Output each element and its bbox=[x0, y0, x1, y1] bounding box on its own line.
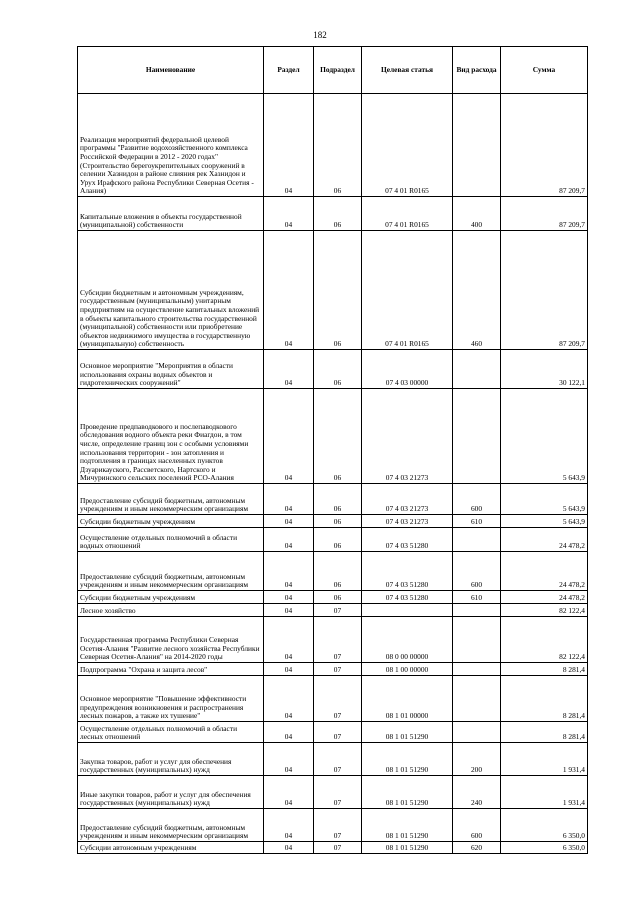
row-subsection-cell: 06 bbox=[314, 94, 362, 197]
row-expense-type-cell: 610 bbox=[453, 515, 501, 528]
row-target-cell: 07 4 03 21273 bbox=[362, 389, 453, 484]
row-target-cell: 08 1 01 51290 bbox=[362, 743, 453, 776]
row-expense-type-cell: 600 bbox=[453, 484, 501, 515]
row-expense-type-cell: 600 bbox=[453, 552, 501, 591]
row-expense-type-cell: 600 bbox=[453, 809, 501, 842]
row-section-cell: 04 bbox=[264, 484, 314, 515]
row-target-cell bbox=[362, 604, 453, 617]
row-name-cell: Государственная программа Республики Северная Осетия-Алания "Развитие лесного хозяйства Республики Северная Осетия-Алания" на 2014-2020 годы bbox=[78, 617, 264, 663]
header-name: Наименование bbox=[78, 47, 264, 94]
table-row bbox=[78, 552, 588, 591]
row-name-cell: Лесное хозяйство bbox=[78, 604, 264, 617]
row-amount-cell: 6 350,0 bbox=[501, 842, 588, 854]
row-subsection-cell: 06 bbox=[314, 484, 362, 515]
row-amount-cell: 8 281,4 bbox=[501, 663, 588, 676]
table-row bbox=[78, 743, 588, 776]
row-name-cell: Капитальные вложения в объекты государственной (муниципальной) собственности bbox=[78, 197, 264, 231]
row-subsection-cell: 06 bbox=[314, 591, 362, 604]
row-expense-type-cell bbox=[453, 676, 501, 722]
row-name-cell: Проведение предпаводкового и послепаводкового обследования водного объекта реки Фиагдон, в том числе, определение границ зон с особыми условиями использования территории - зон затопления и подтопления в границах населенных пунктов Дзуарикауского, Рассветского, Нартского и Мичуринского сельских поселений РСО-Алания bbox=[78, 389, 264, 484]
row-name-cell: Реализация мероприятий федеральной целевой программы "Развитие водохозяйственного комплекса Российской Федерации в 2012 - 2020 годах" (Строительство берегоукрепительных сооружений в селении Хазнидон в районе слияния рек Хазнидон и Урух Ирафского района Республики Северная Осетия - Алания) bbox=[78, 94, 264, 197]
table-row bbox=[78, 484, 588, 515]
row-target-cell: 08 1 01 51290 bbox=[362, 809, 453, 842]
row-expense-type-cell: 460 bbox=[453, 231, 501, 350]
row-amount-cell: 1 931,4 bbox=[501, 743, 588, 776]
row-subsection-cell: 06 bbox=[314, 552, 362, 591]
header-section: Раздел bbox=[264, 47, 314, 94]
table-row bbox=[78, 350, 588, 389]
row-name-cell: Закупка товаров, работ и услуг для обеспечения государственных (муниципальных) нужд bbox=[78, 743, 264, 776]
table-row bbox=[78, 809, 588, 842]
row-subsection-cell: 06 bbox=[314, 197, 362, 231]
row-name-cell: Субсидии автономным учреждениям bbox=[78, 842, 264, 854]
row-expense-type-cell bbox=[453, 663, 501, 676]
row-expense-type-cell bbox=[453, 350, 501, 389]
row-amount-cell: 24 478,2 bbox=[501, 528, 588, 552]
row-name-cell: Субсидии бюджетным учреждениям bbox=[78, 515, 264, 528]
row-section-cell: 04 bbox=[264, 389, 314, 484]
row-name-cell: Предоставление субсидий бюджетным, автономным учреждениям и иным некоммерческим организациям bbox=[78, 484, 264, 515]
row-name-cell: Субсидии бюджетным и автономным учреждениям, государственным (муниципальным) унитарным предприятиям на осуществление капитальных вложений в объекты капитального строительства государственной (муниципальной) собственности или приобретение объектов недвижимого имущества в государственную (муниципальную) собственность bbox=[78, 231, 264, 350]
row-section-cell: 04 bbox=[264, 350, 314, 389]
row-amount-cell: 8 281,4 bbox=[501, 722, 588, 743]
row-expense-type-cell bbox=[453, 389, 501, 484]
row-target-cell: 08 1 01 00000 bbox=[362, 676, 453, 722]
row-section-cell: 04 bbox=[264, 722, 314, 743]
table-row bbox=[78, 842, 588, 854]
row-section-cell: 04 bbox=[264, 617, 314, 663]
row-amount-cell: 87 209,7 bbox=[501, 197, 588, 231]
row-section-cell: 04 bbox=[264, 604, 314, 617]
row-subsection-cell: 07 bbox=[314, 617, 362, 663]
row-target-cell: 07 4 03 00000 bbox=[362, 350, 453, 389]
row-amount-cell: 6 350,0 bbox=[501, 809, 588, 842]
row-target-cell: 07 4 03 21273 bbox=[362, 515, 453, 528]
row-name-cell: Основное мероприятие "Повышение эффективности предупреждения возникновения и распространения лесных пожаров, а также их тушение" bbox=[78, 676, 264, 722]
row-subsection-cell: 06 bbox=[314, 528, 362, 552]
row-expense-type-cell: 200 bbox=[453, 743, 501, 776]
row-target-cell: 07 4 01 R0165 bbox=[362, 197, 453, 231]
table-row bbox=[78, 515, 588, 528]
table-row bbox=[78, 676, 588, 722]
row-name-cell: Осуществление отдельных полномочий в области лесных отношений bbox=[78, 722, 264, 743]
row-target-cell: 08 1 00 00000 bbox=[362, 663, 453, 676]
row-subsection-cell: 07 bbox=[314, 842, 362, 854]
page-number: 182 bbox=[313, 30, 327, 40]
row-section-cell: 04 bbox=[264, 842, 314, 854]
row-expense-type-cell bbox=[453, 94, 501, 197]
header-expense-type: Вид расхода bbox=[453, 47, 501, 94]
row-section-cell: 04 bbox=[264, 743, 314, 776]
row-name-cell: Субсидии бюджетным учреждениям bbox=[78, 591, 264, 604]
row-section-cell: 04 bbox=[264, 515, 314, 528]
row-name-cell: Осуществление отдельных полномочий в области водных отношений bbox=[78, 528, 264, 552]
row-expense-type-cell: 400 bbox=[453, 197, 501, 231]
row-target-cell: 07 4 03 51280 bbox=[362, 552, 453, 591]
table-row bbox=[78, 663, 588, 676]
row-subsection-cell: 07 bbox=[314, 743, 362, 776]
row-name-cell: Подпрограмма "Охрана и защита лесов" bbox=[78, 663, 264, 676]
row-expense-type-cell: 610 bbox=[453, 591, 501, 604]
table-row bbox=[78, 94, 588, 197]
row-expense-type-cell bbox=[453, 528, 501, 552]
row-expense-type-cell: 240 bbox=[453, 776, 501, 809]
budget-table bbox=[77, 46, 588, 854]
row-amount-cell: 24 478,2 bbox=[501, 552, 588, 591]
row-target-cell: 07 4 03 51280 bbox=[362, 591, 453, 604]
row-expense-type-cell bbox=[453, 722, 501, 743]
row-amount-cell: 82 122,4 bbox=[501, 617, 588, 663]
table-row bbox=[78, 591, 588, 604]
header-target: Целевая статья bbox=[362, 47, 453, 94]
table-row bbox=[78, 197, 588, 231]
table-row bbox=[78, 776, 588, 809]
row-section-cell: 04 bbox=[264, 197, 314, 231]
row-name-cell: Иные закупки товаров, работ и услуг для обеспечения государственных (муниципальных) нужд bbox=[78, 776, 264, 809]
row-section-cell: 04 bbox=[264, 94, 314, 197]
row-section-cell: 04 bbox=[264, 552, 314, 591]
row-target-cell: 07 4 03 51280 bbox=[362, 528, 453, 552]
row-section-cell: 04 bbox=[264, 809, 314, 842]
row-amount-cell: 30 122,1 bbox=[501, 350, 588, 389]
row-amount-cell: 87 209,7 bbox=[501, 231, 588, 350]
row-target-cell: 08 1 01 51290 bbox=[362, 842, 453, 854]
row-subsection-cell: 06 bbox=[314, 515, 362, 528]
row-amount-cell: 87 209,7 bbox=[501, 94, 588, 197]
header-amount: Сумма bbox=[501, 47, 588, 94]
row-subsection-cell: 07 bbox=[314, 604, 362, 617]
row-expense-type-cell bbox=[453, 604, 501, 617]
row-section-cell: 04 bbox=[264, 591, 314, 604]
row-subsection-cell: 07 bbox=[314, 776, 362, 809]
row-target-cell: 07 4 01 R0165 bbox=[362, 94, 453, 197]
row-section-cell: 04 bbox=[264, 676, 314, 722]
row-target-cell: 07 4 01 R0165 bbox=[362, 231, 453, 350]
table-row bbox=[78, 617, 588, 663]
row-target-cell: 07 4 03 21273 bbox=[362, 484, 453, 515]
row-amount-cell: 8 281,4 bbox=[501, 676, 588, 722]
row-expense-type-cell bbox=[453, 617, 501, 663]
header-row bbox=[78, 47, 588, 94]
row-subsection-cell: 07 bbox=[314, 663, 362, 676]
row-amount-cell: 5 643,9 bbox=[501, 389, 588, 484]
table-row bbox=[78, 389, 588, 484]
row-subsection-cell: 06 bbox=[314, 231, 362, 350]
row-target-cell: 08 0 00 00000 bbox=[362, 617, 453, 663]
row-expense-type-cell: 620 bbox=[453, 842, 501, 854]
row-section-cell: 04 bbox=[264, 231, 314, 350]
row-name-cell: Основное мероприятие "Мероприятия в области использования охраны водных объектов и гидротехнических сооружений" bbox=[78, 350, 264, 389]
row-subsection-cell: 06 bbox=[314, 389, 362, 484]
row-subsection-cell: 07 bbox=[314, 722, 362, 743]
row-amount-cell: 1 931,4 bbox=[501, 776, 588, 809]
row-target-cell: 08 1 01 51290 bbox=[362, 722, 453, 743]
row-subsection-cell: 07 bbox=[314, 676, 362, 722]
table-row bbox=[78, 722, 588, 743]
row-section-cell: 04 bbox=[264, 776, 314, 809]
row-name-cell: Предоставление субсидий бюджетным, автономным учреждениям и иным некоммерческим организациям bbox=[78, 552, 264, 591]
table-row bbox=[78, 528, 588, 552]
row-amount-cell: 82 122,4 bbox=[501, 604, 588, 617]
row-section-cell: 04 bbox=[264, 663, 314, 676]
row-name-cell: Предоставление субсидий бюджетным, автономным учреждениям и иным некоммерческим организациям bbox=[78, 809, 264, 842]
header-subsection: Подраздел bbox=[314, 47, 362, 94]
row-amount-cell: 5 643,9 bbox=[501, 484, 588, 515]
row-subsection-cell: 06 bbox=[314, 350, 362, 389]
row-subsection-cell: 07 bbox=[314, 809, 362, 842]
table-row bbox=[78, 604, 588, 617]
row-target-cell: 08 1 01 51290 bbox=[362, 776, 453, 809]
row-amount-cell: 5 643,9 bbox=[501, 515, 588, 528]
row-amount-cell: 24 478,2 bbox=[501, 591, 588, 604]
table-row bbox=[78, 231, 588, 350]
row-section-cell: 04 bbox=[264, 528, 314, 552]
